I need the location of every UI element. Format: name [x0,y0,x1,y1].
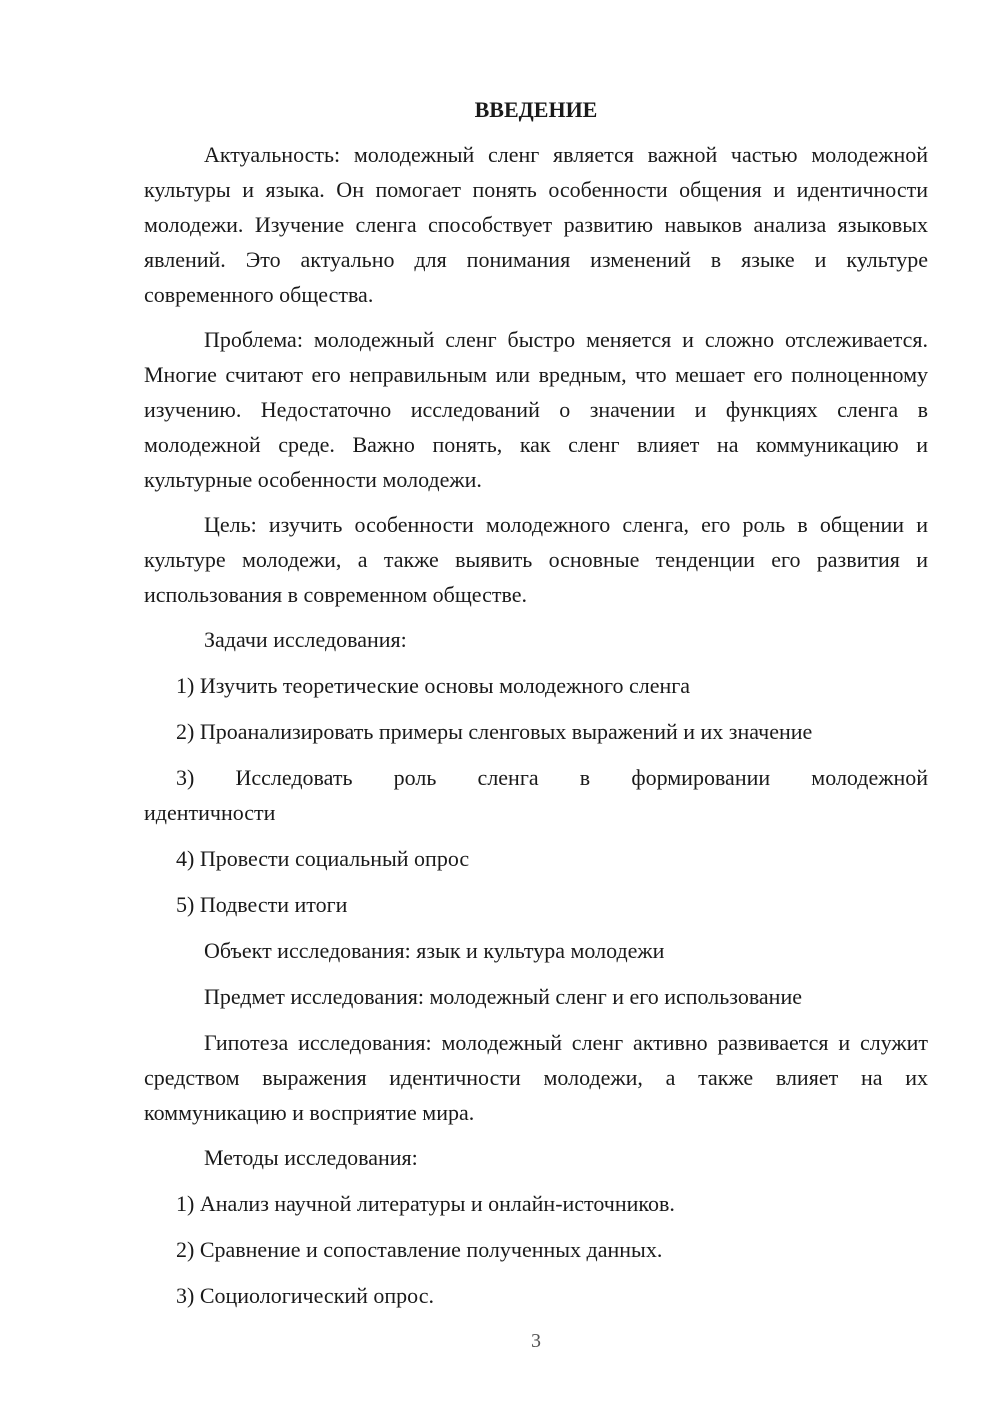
problem-paragraph: Проблема: молодежный сленг быстро меняется и сложно отслеживается. Многие считают его неправильным или вредным, что мешает его полноценному изучению. Недостаточно исследований о значении и функциях сленга в молодежной среде. Важно понять, как сленг влияет на коммуникацию и культурные особенности молодежи. [144,327,928,492]
page-number: 3 [531,1330,541,1352]
methods-heading: Методы исследования: [204,1145,418,1170]
task-item: 5) Подвести итоги [176,892,348,917]
method-item: 3) Социологический опрос. [176,1283,434,1308]
method-item: 2) Сравнение и сопоставление полученных данных. [176,1237,663,1262]
object-line: Объект исследования: язык и культура молодежи [204,938,665,963]
hypothesis-paragraph: Гипотеза исследования: молодежный сленг активно развивается и служит средством выражения идентичности молодежи, а также влияет на их коммуникацию и восприятие мира. [144,1030,928,1125]
task-item: 2) Проанализировать примеры сленговых выражений и их значение [176,719,813,744]
task-item: 1) Изучить теоретические основы молодежного сленга [176,673,691,698]
page-title: ВВЕДЕНИЕ [474,97,598,122]
method-item: 1) Анализ научной литературы и онлайн-источников. [176,1191,675,1216]
relevance-paragraph: Актуальность: молодежный сленг является важной частью молодежной культуры и языка. Он помогает понять особенности общения и идентичности молодежи. Изучение сленга способствует развитию навыков анализа языковых явлений. Это актуально для понимания изменений в языке и культуре современного общества. [144,142,928,307]
task-item: 3) Исследовать роль сленга в формировании молодежной [176,765,928,790]
goal-paragraph: Цель: изучить особенности молодежного сленга, его роль в общении и культуре молодежи, а также выявить основные тенденции его развития и использования в современном обществе. [144,512,928,607]
document-page [144,92,928,1324]
subject-line: Предмет исследования: молодежный сленг и его использование [204,984,802,1009]
tasks-heading: Задачи исследования: [204,627,407,652]
task-item: 4) Провести социальный опрос [176,846,470,871]
task-item-continuation: идентичности [144,800,276,825]
